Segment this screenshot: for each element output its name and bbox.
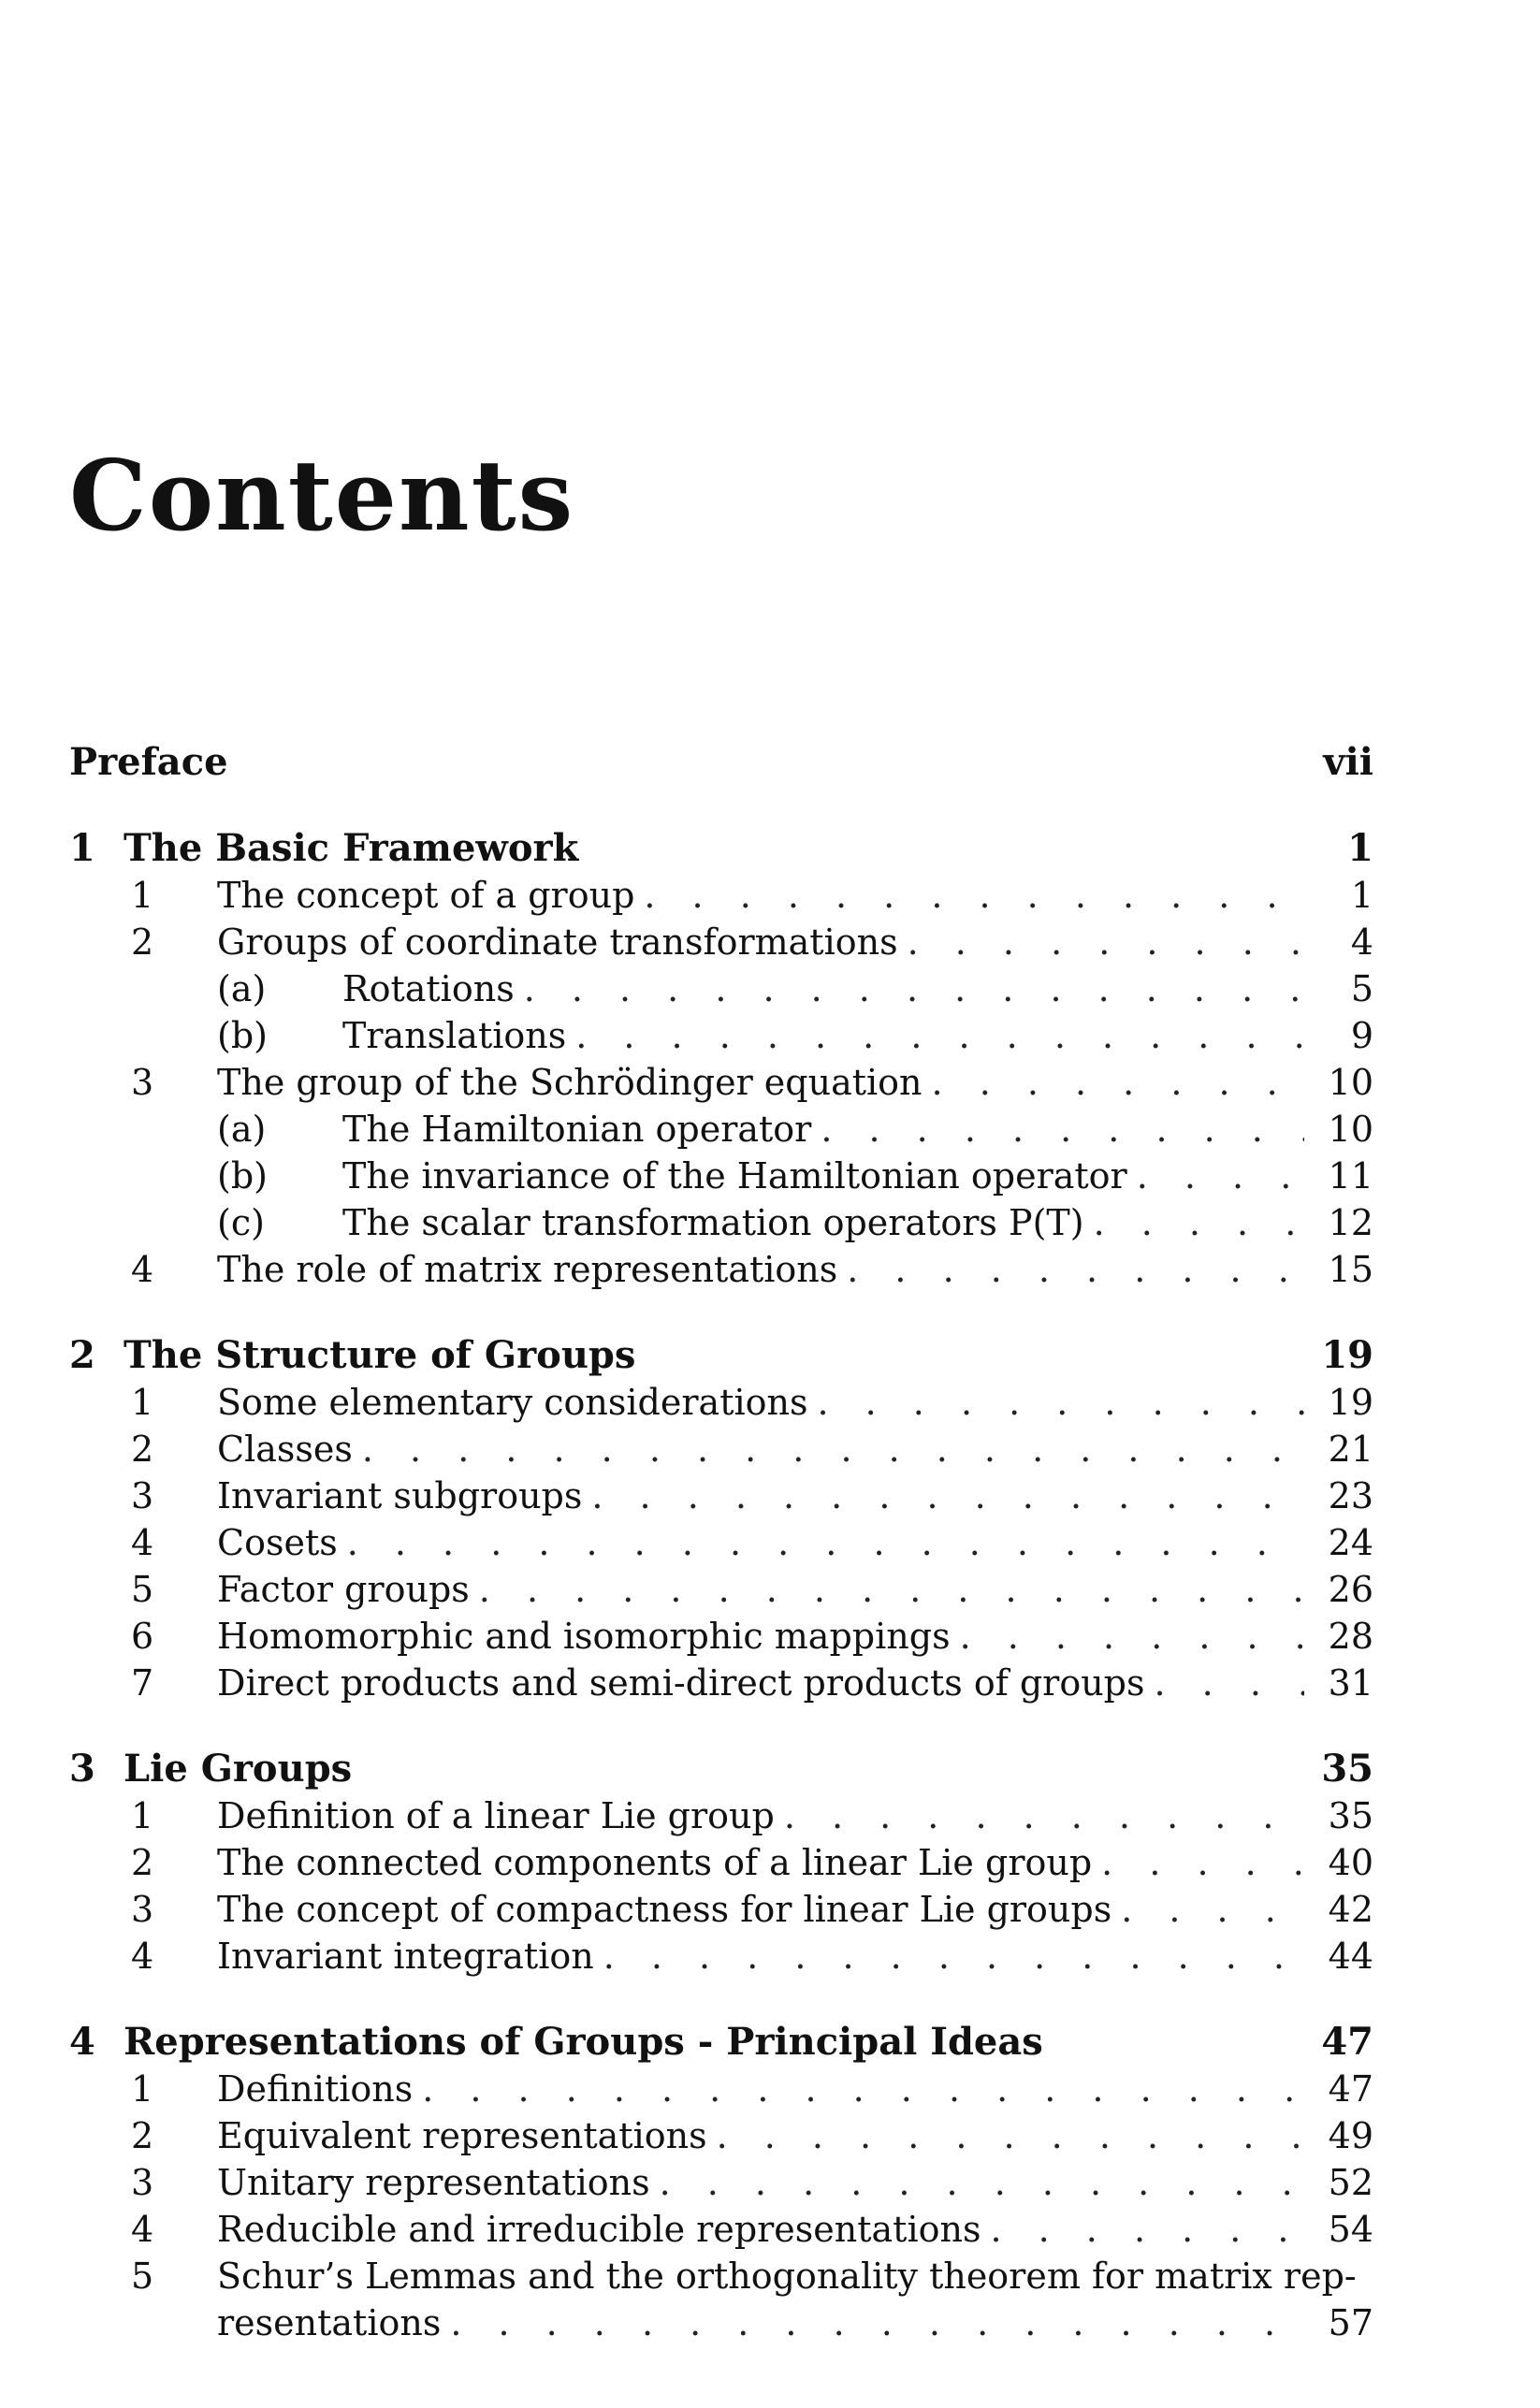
section-title: Equivalent representations	[217, 2115, 707, 2156]
dot-leader	[821, 1106, 1304, 1153]
dot-leader	[1094, 1199, 1304, 1246]
section-title: Cosets	[217, 1522, 338, 1563]
chapter-title: The Basic Framework	[123, 826, 579, 870]
dot-leader	[644, 872, 1304, 919]
chapter-number: 1	[69, 826, 95, 870]
dot-leader	[908, 919, 1304, 965]
subsection-title: The scalar transformation operators P(T)	[342, 1202, 1084, 1243]
toc-section[interactable]	[69, 2253, 1373, 2299]
page-number: 23	[1328, 1475, 1373, 1516]
dot-leader	[524, 965, 1304, 1012]
section-title: Reducible and irreducible representations	[217, 2209, 981, 2250]
page-number: 9	[1350, 1015, 1373, 1056]
toc-section[interactable]	[69, 2112, 1373, 2159]
section-number: 1	[131, 2068, 154, 2110]
page-number: 15	[1328, 1249, 1373, 1290]
dot-leader	[1155, 1660, 1304, 1706]
dot-leader	[603, 1933, 1304, 1980]
page-number: 31	[1328, 1662, 1373, 1704]
subsection-label: (c)	[217, 1202, 265, 1243]
toc-section[interactable]	[69, 1472, 1373, 1519]
dot-leader	[784, 1792, 1304, 1839]
section-number: 7	[131, 1662, 154, 1704]
page-number: 42	[1328, 1889, 1373, 1930]
page-number: 4	[1350, 921, 1373, 963]
section-title: The concept of a group	[217, 875, 635, 916]
section-number: 3	[131, 2162, 154, 2203]
toc-section[interactable]	[69, 2206, 1373, 2253]
section-title: Direct products and semi-direct products of groups	[217, 1662, 1145, 1704]
page-number: 28	[1328, 1616, 1373, 1657]
subsection-title: Rotations	[342, 968, 515, 1009]
section-number: 4	[131, 1936, 154, 1977]
chapter-heading[interactable]	[69, 825, 1373, 872]
toc-section[interactable]	[69, 2066, 1373, 2112]
section-number: 1	[131, 1795, 154, 1836]
dot-leader	[450, 2299, 1304, 2346]
toc-section[interactable]	[69, 1246, 1373, 1293]
section-title: The role of matrix representations	[217, 1249, 838, 1290]
page-number: 35	[1328, 1795, 1373, 1836]
section-title: Definitions	[217, 2068, 414, 2110]
section-number: 3	[131, 1475, 154, 1516]
toc-section[interactable]	[69, 1933, 1373, 1980]
chapter-number: 4	[69, 2020, 95, 2064]
page-number: 35	[1321, 1747, 1373, 1791]
page-number: 1	[1350, 875, 1373, 916]
section-number: 1	[131, 1382, 154, 1423]
page-number: 1	[1347, 826, 1373, 870]
dot-leader	[990, 2206, 1304, 2253]
dot-leader	[932, 1059, 1304, 1106]
toc-section[interactable]	[69, 2159, 1373, 2206]
section-title: The group of the Schrödinger equation	[217, 1062, 923, 1103]
dot-leader	[1101, 1839, 1304, 1886]
toc-section[interactable]	[69, 1379, 1373, 1426]
toc-section[interactable]	[69, 919, 1373, 965]
page-number: 21	[1328, 1429, 1373, 1470]
section-number: 3	[131, 1062, 154, 1103]
page-number: 19	[1321, 1333, 1373, 1377]
toc-section[interactable]	[69, 872, 1373, 919]
subsection-title: Translations	[342, 1015, 567, 1056]
toc-subsection[interactable]	[69, 1106, 1373, 1153]
toc-section[interactable]	[69, 1426, 1373, 1472]
dot-leader	[1137, 1153, 1304, 1199]
page-number: 54	[1328, 2209, 1373, 2250]
section-number: 4	[131, 1249, 154, 1290]
page-number: vii	[1323, 740, 1373, 784]
toc-subsection[interactable]	[69, 1199, 1373, 1246]
section-number: 3	[131, 1889, 154, 1930]
toc-subsection[interactable]	[69, 965, 1373, 1012]
section-number: 6	[131, 1616, 154, 1657]
page-number: 10	[1328, 1062, 1373, 1103]
page-number: 44	[1328, 1936, 1373, 1977]
subsection-label: (a)	[217, 968, 267, 1009]
dot-leader	[717, 2112, 1304, 2159]
toc-section[interactable]	[69, 1519, 1373, 1566]
toc-section[interactable]	[69, 1886, 1373, 1933]
toc-subsection[interactable]	[69, 1012, 1373, 1059]
section-number: 2	[131, 921, 154, 963]
subsection-title: The invariance of the Hamiltonian operator	[342, 1155, 1127, 1197]
page-number: 47	[1321, 2020, 1373, 2064]
toc-section[interactable]	[69, 1566, 1373, 1613]
chapter-title: Lie Groups	[123, 1747, 353, 1791]
toc-section[interactable]	[69, 1660, 1373, 1706]
page-number: 5	[1350, 968, 1373, 1009]
section-number: 4	[131, 1522, 154, 1563]
toc-section-continuation[interactable]	[69, 2299, 1373, 2346]
page-number: 24	[1328, 1522, 1373, 1563]
table-of-contents	[69, 739, 1373, 2346]
toc-section[interactable]	[69, 1839, 1373, 1886]
dot-leader	[847, 1246, 1304, 1293]
page-number: 12	[1328, 1202, 1373, 1243]
chapter-number: 2	[69, 1333, 95, 1377]
dot-leader	[817, 1379, 1304, 1426]
section-title: Homomorphic and isomorphic mappings	[217, 1616, 951, 1657]
chapter-heading[interactable]	[69, 2019, 1373, 2066]
section-title: The concept of compactness for linear Lie groups	[217, 1889, 1112, 1930]
section-title: Invariant integration	[217, 1936, 594, 1977]
toc-section[interactable]	[69, 1792, 1373, 1839]
chapter-heading[interactable]	[69, 1746, 1373, 1792]
section-title: Classes	[217, 1429, 353, 1470]
page-number: 52	[1328, 2162, 1373, 2203]
section-title: Factor groups	[217, 1569, 470, 1610]
dot-leader	[422, 2066, 1304, 2112]
dot-leader	[960, 1613, 1304, 1660]
toc-section[interactable]	[69, 1613, 1373, 1660]
dot-leader	[362, 1426, 1304, 1472]
section-number: 5	[131, 2256, 154, 2297]
section-number: 1	[131, 875, 154, 916]
section-number: 5	[131, 1569, 154, 1610]
page-number: 10	[1328, 1109, 1373, 1150]
subsection-label: (b)	[217, 1155, 268, 1197]
page-number: 57	[1328, 2302, 1373, 2343]
subsection-label: (b)	[217, 1015, 268, 1056]
section-number: 2	[131, 1842, 154, 1883]
dot-leader	[479, 1566, 1304, 1613]
subsection-label: (a)	[217, 1109, 267, 1150]
page-number: 40	[1328, 1842, 1373, 1883]
page-number: 49	[1328, 2115, 1373, 2156]
section-number: 2	[131, 1429, 154, 1470]
chapter-title: The Structure of Groups	[123, 1333, 636, 1377]
page-number: 26	[1328, 1569, 1373, 1610]
section-title: The connected components of a linear Lie group	[217, 1842, 1093, 1883]
chapter-number: 3	[69, 1747, 95, 1791]
section-title: Schur’s Lemmas and the orthogonality theorem for matrix rep-	[217, 2256, 1357, 2297]
section-title: Groups of coordinate transformations	[217, 921, 898, 963]
toc-subsection[interactable]	[69, 1153, 1373, 1199]
page-number: 47	[1328, 2068, 1373, 2110]
subsection-title: The Hamiltonian operator	[342, 1109, 812, 1150]
section-title: resentations	[217, 2302, 442, 2343]
dot-leader	[347, 1519, 1304, 1566]
section-title: Unitary representations	[217, 2162, 650, 2203]
entry-title: Preface	[69, 740, 228, 784]
page-number: 19	[1328, 1382, 1373, 1423]
section-title: Some elementary considerations	[217, 1382, 808, 1423]
section-title: Invariant subgroups	[217, 1475, 583, 1516]
dot-leader	[591, 1472, 1304, 1519]
section-number: 2	[131, 2115, 154, 2156]
toc-entry-preface[interactable]	[69, 739, 1373, 786]
toc-section[interactable]	[69, 1059, 1373, 1106]
dot-leader	[660, 2159, 1304, 2206]
section-title: Definition of a linear Lie group	[217, 1795, 775, 1836]
chapter-heading[interactable]	[69, 1332, 1373, 1379]
page-title: Contents	[69, 438, 575, 553]
section-number: 4	[131, 2209, 154, 2250]
page-number: 11	[1328, 1155, 1373, 1197]
dot-leader	[575, 1012, 1304, 1059]
chapter-title: Representations of Groups - Principal Ideas	[123, 2020, 1043, 2064]
dot-leader	[1121, 1886, 1304, 1933]
